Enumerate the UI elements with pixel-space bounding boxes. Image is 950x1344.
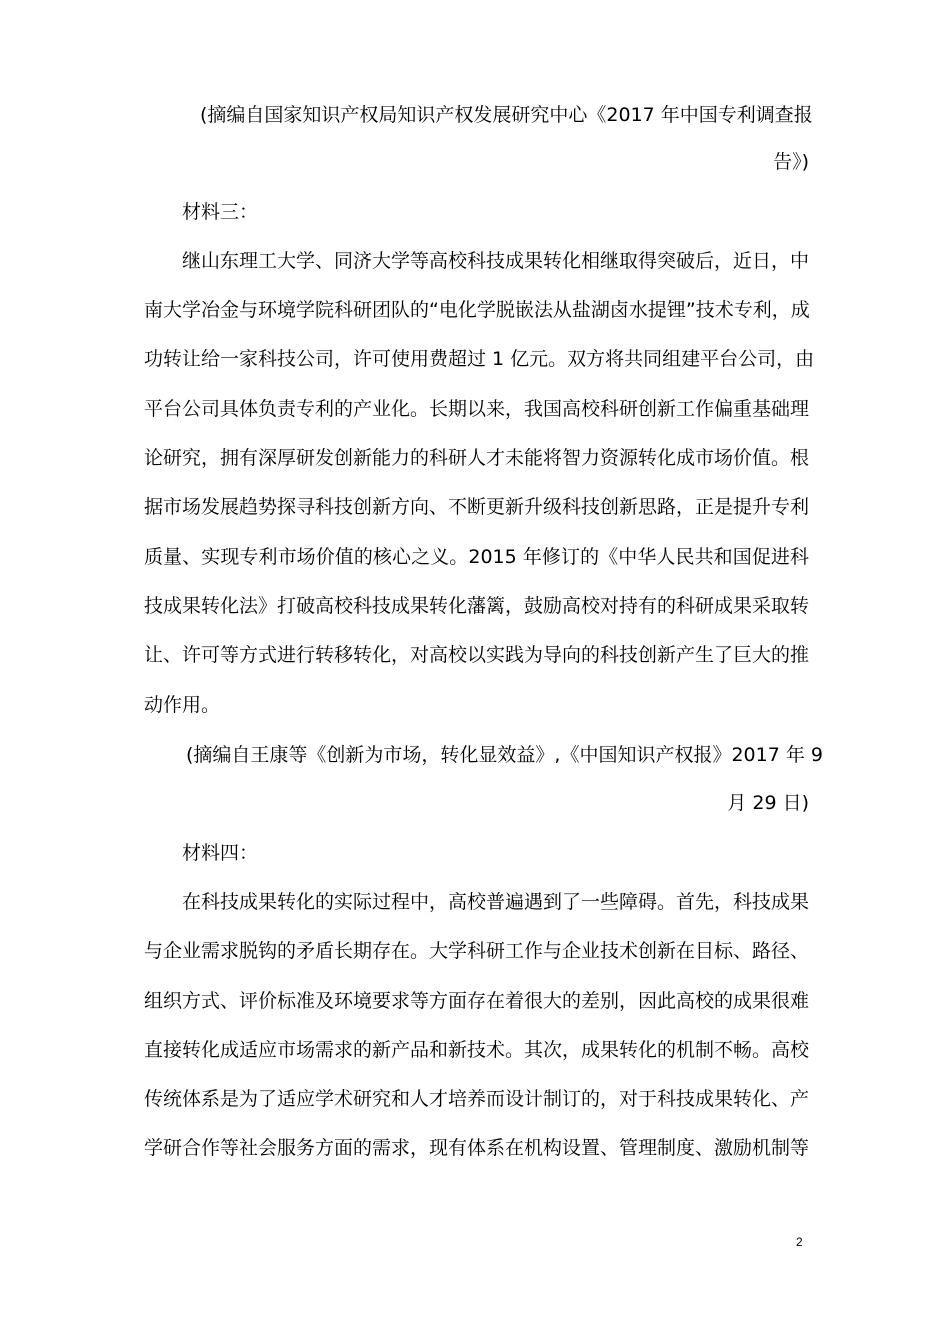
paragraph-line: 据市场发展趋势探寻科技创新方向、不断更新升级科技创新思路，正是提升专利 (144, 496, 810, 518)
paragraph-line: 动作用。 (144, 694, 221, 716)
paragraph-line: 功转让给一家科技公司，许可使用费超过 1 亿元。双方将共同组建平台公司，由 (144, 348, 815, 370)
paragraph-line: 组织方式、评价标准及环境要求等方面存在着很大的差别，因此高校的成果很难 (144, 990, 810, 1012)
paragraph-line: 与企业需求脱钩的矛盾长期存在。大学科研工作与企业技术创新在目标、路径、 (144, 940, 810, 962)
section-heading: 材料三： (182, 201, 259, 223)
source-citation-line: 告》) (773, 151, 809, 173)
paragraph-line: 继山东理工大学、同济大学等高校科技成果转化相继取得突破后，近日，中 (182, 250, 810, 272)
paragraph-line: 平台公司具体负责专利的产业化。长期以来，我国高校科研创新工作偏重基础理 (144, 398, 810, 420)
source-citation-line: 月 29 日) (727, 792, 809, 814)
paragraph-line: 直接转化成适应市场需求的新产品和新技术。其次，成果转化的机制不畅。高校 (144, 1039, 810, 1061)
paragraph-line: 南大学冶金与环境学院科研团队的“电化学脱嵌法从盐湖卤水提锂”技术专利，成 (144, 299, 810, 321)
page-number: 2 (796, 1235, 803, 1249)
paragraph-line: 学研合作等社会服务方面的需求，现有体系在机构设置、管理制度、激励机制等 (144, 1137, 810, 1159)
paragraph-line: 让、许可等方式进行转移转化，对高校以实践为导向的科技创新产生了巨大的推 (144, 644, 810, 666)
paragraph-line: 技成果转化法》打破高校科技成果转化藩篱，鼓励高校对持有的科研成果采取转 (144, 595, 810, 617)
source-citation-line: (摘编自王康等《创新为市场，转化显效益》,《中国知识产权报》2017 年 9 (186, 744, 823, 766)
paragraph-line: 论研究，拥有深厚研发创新能力的科研人才未能将智力资源转化成市场价值。根 (144, 447, 810, 469)
source-citation-line: (摘编自国家知识产权局知识产权发展研究中心《2017 年中国专利调查报 (200, 104, 813, 126)
paragraph-line: 在科技成果转化的实际过程中，高校普遍遇到了一些障碍。首先，科技成果 (182, 891, 810, 913)
paragraph-line: 质量、实现专利市场价值的核心之义。2015 年修订的《中华人民共和国促进科 (144, 546, 809, 568)
paragraph-line: 传统体系是为了适应学术研究和人才培养而设计制订的，对于科技成果转化、产 (144, 1088, 810, 1110)
section-heading: 材料四： (182, 842, 259, 864)
